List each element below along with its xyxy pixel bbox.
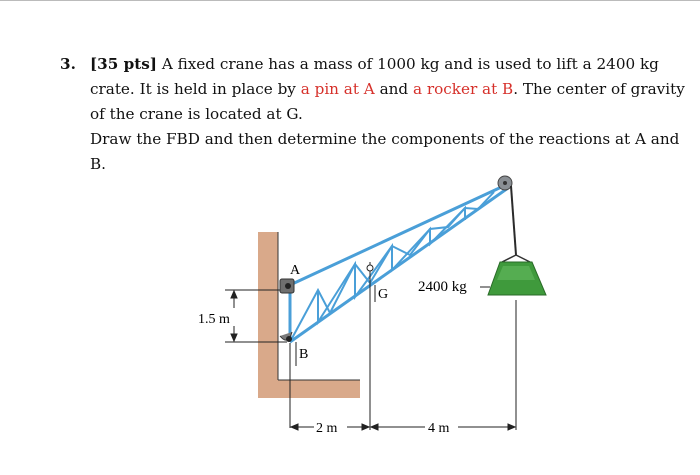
pin-phrase: a pin at A <box>300 80 375 98</box>
problem-number: 3. <box>60 55 76 73</box>
connector-word: and <box>379 80 409 98</box>
pulley <box>498 176 512 190</box>
pin-support-A <box>280 279 294 293</box>
label-A: A <box>290 263 301 278</box>
label-G: G <box>378 287 389 302</box>
load-label: 2400 kg <box>418 279 467 295</box>
sentence-1: A fixed crane has a mass of 1000 kg and is used to lift a 2400 kg crate. It is held in place by <box>90 55 659 98</box>
dim-2m-label: 2 m <box>316 421 338 436</box>
instruction: Draw the FBD and then determine the components of the reactions at A and B. <box>90 130 680 173</box>
crate-2400kg <box>488 255 546 295</box>
height-dimension-label: 1.5 m <box>198 312 230 327</box>
dim-4m-label: 4 m <box>428 421 450 436</box>
rocker-support-B <box>280 332 292 342</box>
crane-truss <box>290 184 508 342</box>
cable <box>511 186 516 255</box>
label-B: B <box>299 347 309 362</box>
rocker-phrase: a rocker at B <box>412 80 514 98</box>
sentence-2: . The center of gravity of the crane is located at G. <box>90 80 685 123</box>
points-label: [35 pts] <box>90 55 157 73</box>
wall-support <box>258 232 360 398</box>
